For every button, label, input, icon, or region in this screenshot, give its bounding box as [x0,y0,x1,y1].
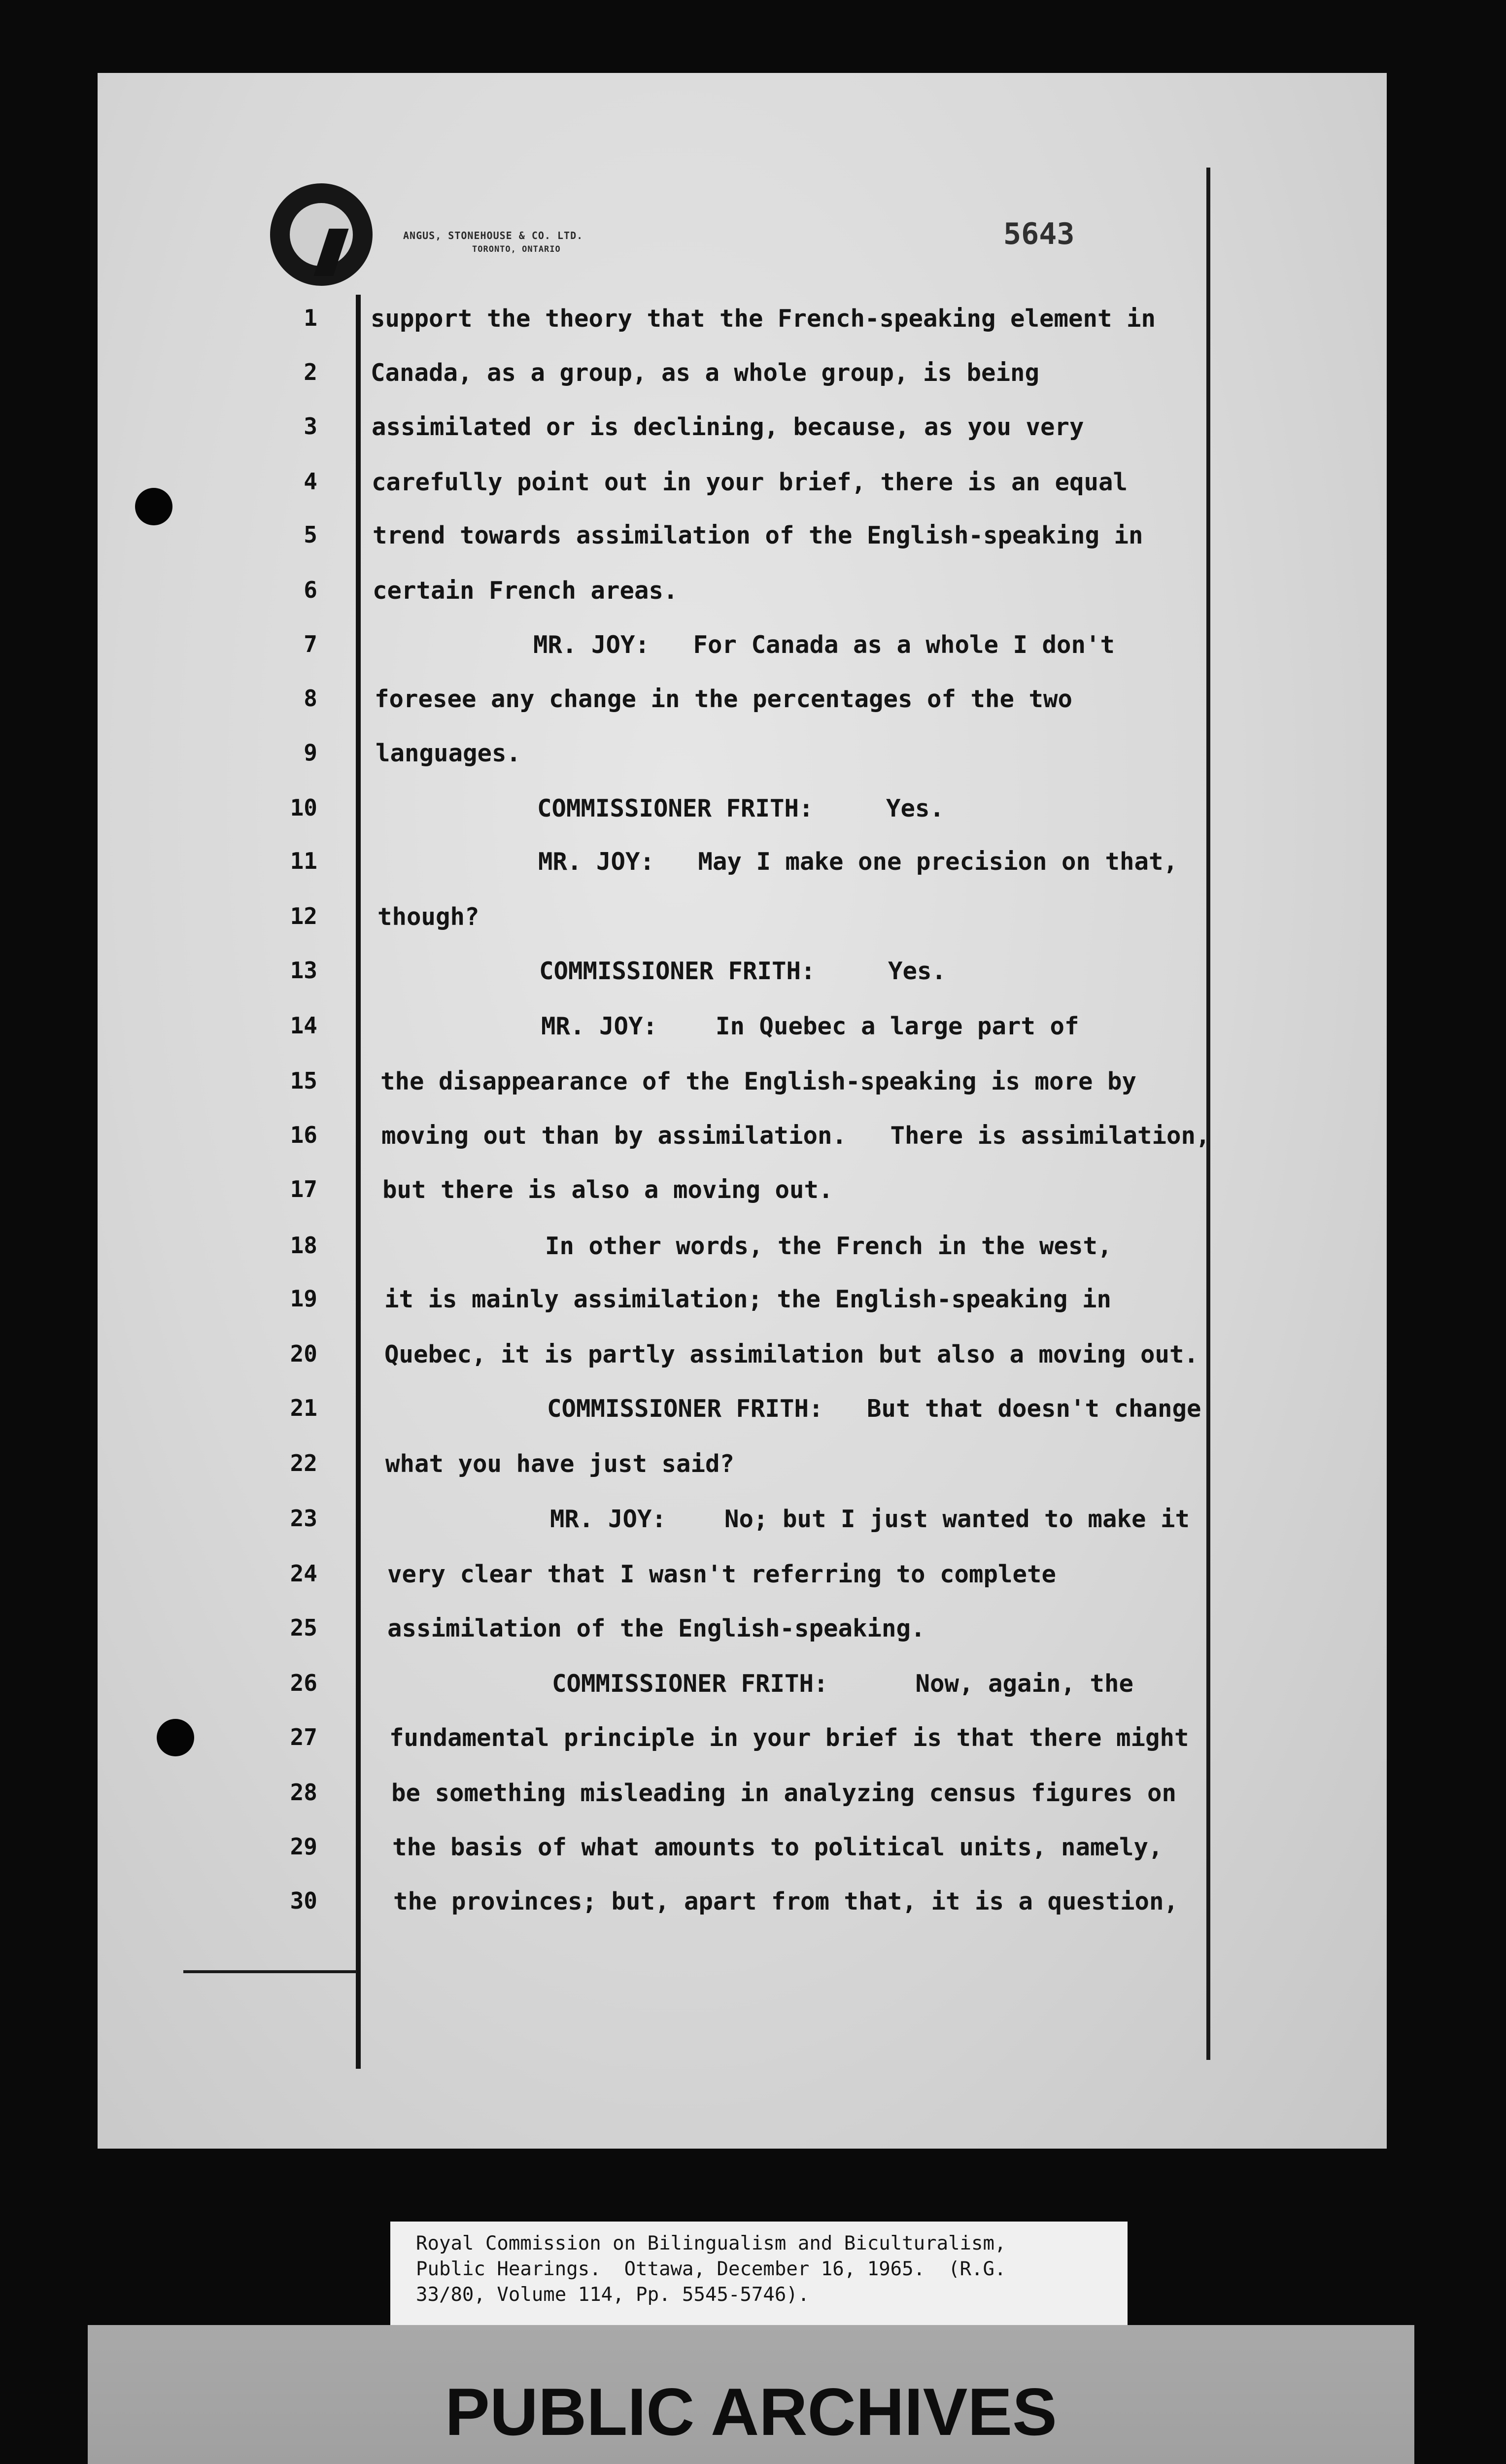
line-number: 10 [290,794,317,821]
citation-line: Royal Commission on Bilingualism and Biculturalism, [416,2232,1006,2255]
transcript-line: but there is also a moving out. [382,1176,833,1204]
seal-emblem-icon [313,229,348,276]
transcript-line: it is mainly assimilation; the English-speaking in [384,1285,1112,1313]
line-number: 9 [304,739,317,766]
line-number: 19 [290,1285,317,1312]
transcript-line: assimilated or is declining, because, as you very [372,413,1084,441]
transcript-line: COMMISSIONER FRITH: Yes. [537,794,945,822]
line-number: 28 [290,1779,317,1806]
line-number: 29 [290,1833,317,1860]
transcript-line: Canada, as a group, as a whole group, is being [371,359,1040,387]
line-number: 2 [304,359,317,385]
right-margin-rule [1206,168,1210,2060]
transcript-line: be something misleading in analyzing census figures on [391,1779,1177,1807]
transcript-line: the provinces; but, apart from that, it is a question, [393,1887,1179,1916]
transcript-line: MR. JOY: For Canada as a whole I don't [533,631,1115,659]
printer-seal-logo [270,183,373,286]
transcript-line: though? [377,903,479,931]
transcript-line: the disappearance of the English-speaking is more by [380,1067,1137,1095]
transcript-line: languages. [376,739,521,767]
line-number: 4 [304,468,317,495]
line-number: 1 [304,305,317,331]
transcript-line: fundamental principle in your brief is that there might [389,1724,1189,1752]
transcript-line: certain French areas. [373,577,678,605]
left-margin-rule [356,295,361,2069]
archives-stamp [88,2325,1414,2464]
transcript-line: foresee any change in the percentages of the two [375,685,1073,713]
line-number: 8 [304,685,317,712]
line-number: 24 [290,1560,317,1587]
citation-line: 33/80, Volume 114, Pp. 5545-5746). [416,2284,810,2306]
line-number: 27 [290,1724,317,1750]
transcript-line: MR. JOY: In Quebec a large part of [541,1012,1079,1040]
transcript-line: MR. JOY: No; but I just wanted to make it [550,1505,1190,1533]
transcript-line: what you have just said? [385,1450,735,1478]
line-number: 20 [290,1340,317,1367]
transcript-line: COMMISSIONER FRITH: But that doesn't change [547,1395,1201,1423]
line-number: 21 [290,1395,317,1421]
printer-imprint [403,229,583,256]
punch-hole-lower [157,1719,194,1756]
printer-location: TORONTO, ONTARIO [472,244,561,254]
transcript-line: the basis of what amounts to political units, namely, [392,1833,1163,1861]
printer-name: ANGUS, STONEHOUSE & CO. LTD. [403,230,583,241]
bottom-margin-rule [183,1970,357,1973]
citation-line: Public Hearings. Ottawa, December 16, 1965. (R.G. [416,2258,1006,2280]
transcript-line: COMMISSIONER FRITH: Yes. [539,957,947,985]
transcript-line: assimilation of the English-speaking. [387,1614,925,1643]
transcript-line: moving out than by assimilation. There is assimilation, [381,1122,1210,1150]
line-number: 15 [290,1067,317,1094]
line-number: 12 [290,903,317,929]
transcript-line: trend towards assimilation of the English-speaking in [373,521,1143,549]
transcript-line: COMMISSIONER FRITH: Now, again, the [552,1670,1134,1698]
line-number: 22 [290,1450,317,1476]
line-number: 14 [290,1012,317,1039]
line-number: 5 [304,521,317,548]
archive-citation-label [390,2222,1128,2330]
line-number: 17 [290,1176,317,1202]
line-number: 13 [290,957,317,984]
transcript-line: MR. JOY: May I make one precision on that, [538,848,1178,876]
line-number: 23 [290,1505,317,1532]
stamp-line-english: PUBLIC ARCHIVES [445,2374,1057,2449]
punch-hole-upper [135,488,172,525]
transcript-line: Quebec, it is partly assimilation but also a moving out. [384,1340,1199,1369]
line-number: 25 [290,1614,317,1641]
seal-inner [290,203,353,266]
line-number: 6 [304,577,317,603]
transcript-line: very clear that I wasn't referring to complete [387,1560,1057,1588]
transcript-line: In other words, the French in the west, [545,1232,1112,1260]
line-number: 11 [290,848,317,874]
line-number: 18 [290,1232,317,1259]
line-number: 16 [290,1122,317,1148]
transcript-line: carefully point out in your brief, there is an equal [372,468,1128,496]
line-number: 30 [290,1887,317,1914]
line-number: 7 [304,631,317,657]
line-number: 26 [290,1670,317,1696]
page-number: 5643 [1003,217,1075,251]
line-number: 3 [304,413,317,440]
transcript-line: support the theory that the French-speaking element in [371,305,1156,333]
